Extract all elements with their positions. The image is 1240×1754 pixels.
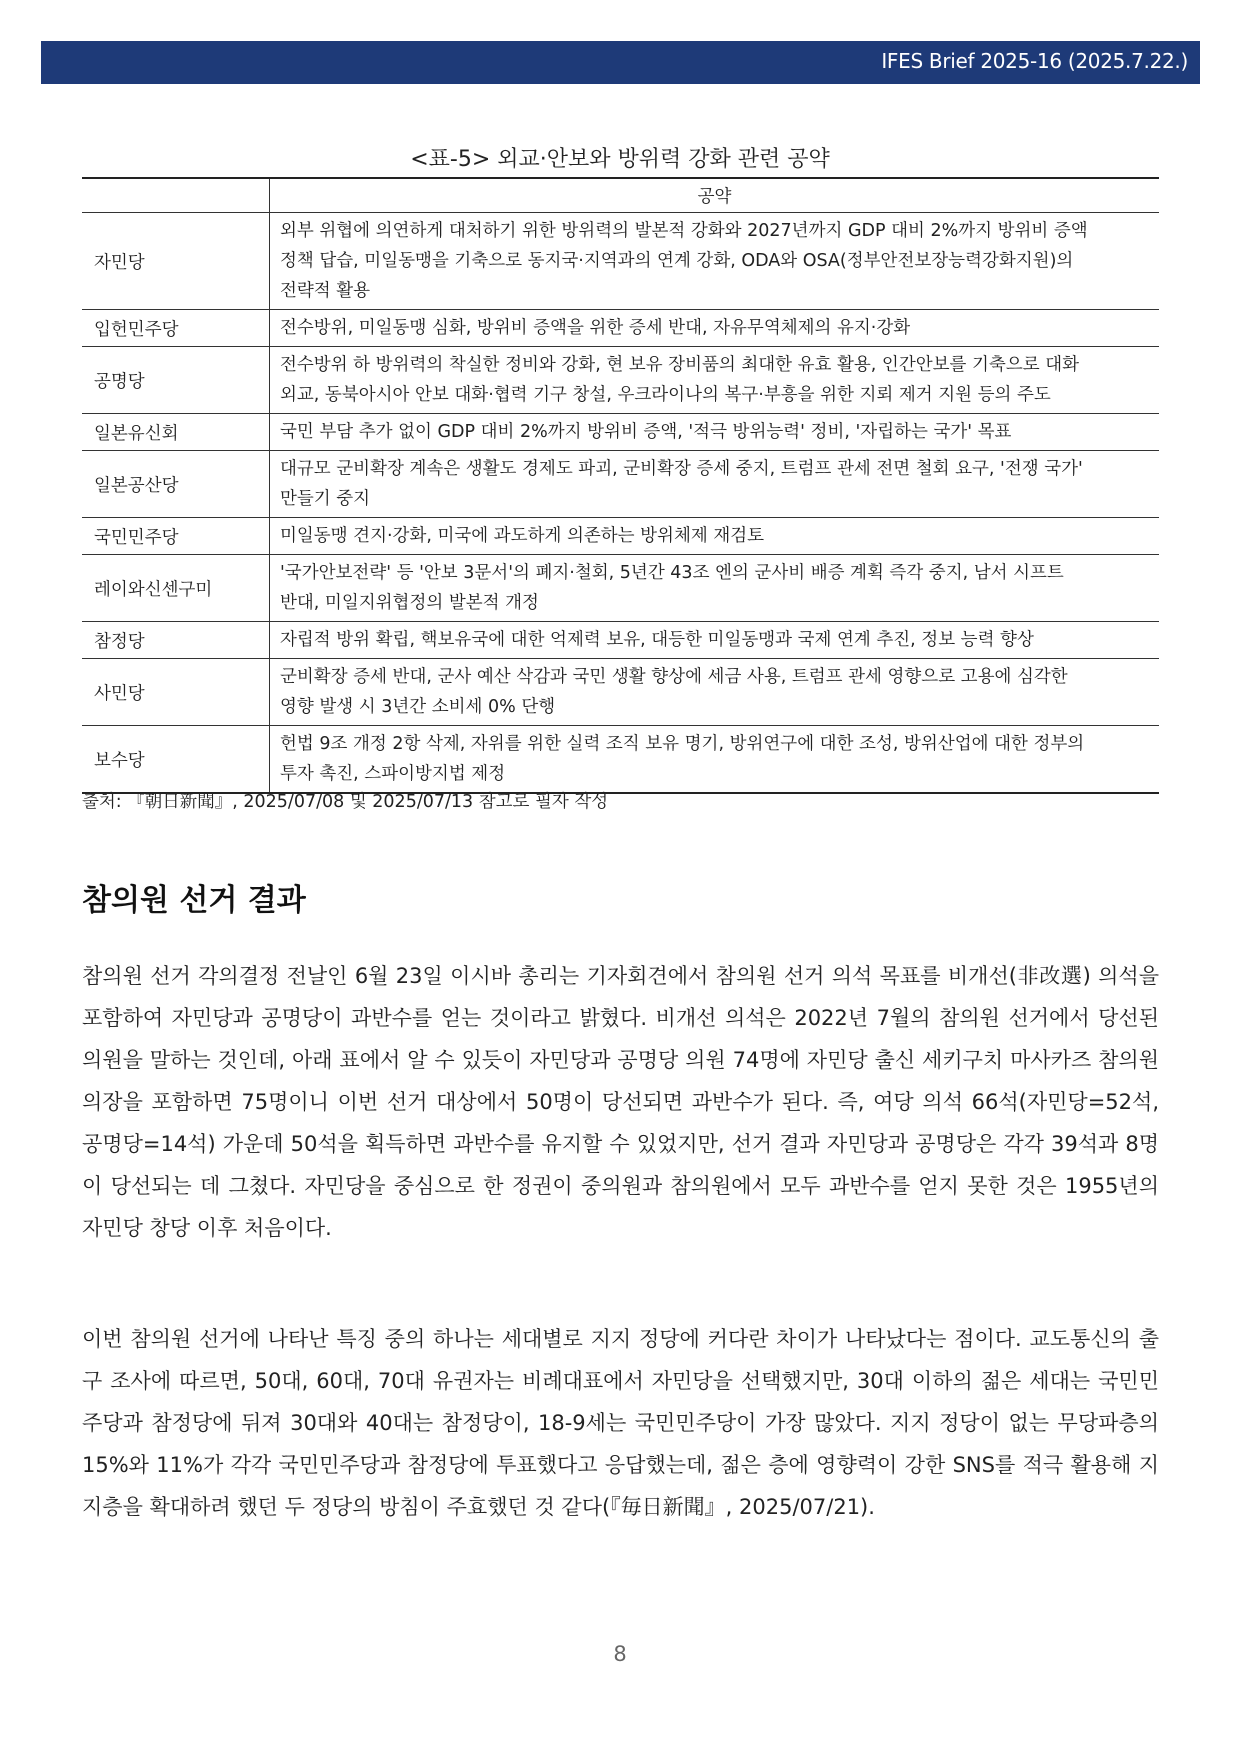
pledge-line: '국가안보전략' 등 '안보 3문서'의 폐지·철회, 5년간 43조 엔의 군사비 배증 계획 즉각 중지, 남서 시프트: [280, 563, 1064, 583]
table-row: [82, 518, 1159, 555]
table-header-party: [82, 178, 270, 213]
pledge-line: 헌법 9조 개정 2항 삭제, 자위를 위한 실력 조직 보유 명기, 방위연구에 대한 조성, 방위산업에 대한 정부의: [280, 734, 1085, 754]
table-header-row: [82, 178, 1159, 213]
pledge-line: 국민 부담 추가 없이 GDP 대비 2%까지 방위비 증액, '적극 방위능력' 정비, '자립하는 국가' 목표: [280, 422, 1012, 442]
header-bar: [41, 41, 1200, 84]
party-name: 자민당: [82, 213, 270, 310]
page-number: 8: [613, 1642, 627, 1666]
pledge-cell: [270, 347, 1160, 414]
table-row: [82, 451, 1159, 518]
party-name: 국민민주당: [82, 518, 270, 555]
pledge-cell: [270, 622, 1160, 659]
table-row: [82, 310, 1159, 347]
table-row: [82, 213, 1159, 310]
pledge-line: 정책 답습, 미일동맹을 기축으로 동지국·지역과의 연계 강화, ODA와 OSA(정부안전보장능력강화지원)의: [280, 251, 1074, 271]
table-row: [82, 622, 1159, 659]
pledge-line: 반대, 미일지위협정의 발본적 개정: [280, 593, 539, 613]
party-name: 참정당: [82, 622, 270, 659]
pledge-line: 만들기 중지: [280, 489, 371, 509]
pledge-line: 투자 촉진, 스파이방지법 제정: [280, 764, 506, 784]
table-row: [82, 414, 1159, 451]
party-name: 레이와신센구미: [82, 555, 270, 622]
pledge-cell: [270, 555, 1160, 622]
table-row: [82, 347, 1159, 414]
pledge-cell: [270, 659, 1160, 726]
pledge-line: 자립적 방위 확립, 핵보유국에 대한 억제력 보유, 대등한 미일동맹과 국제 연계 추진, 정보 능력 향상: [280, 630, 1034, 650]
pledge-line: 외교, 동북아시아 안보 대화·협력 기구 창설, 우크라이나의 복구·부흥을 위한 지뢰 제거 지원 등의 주도: [280, 385, 1051, 405]
pledge-cell: [270, 726, 1160, 794]
pledge-line: 전수방위, 미일동맹 심화, 방위비 증액을 위한 증세 반대, 자유무역체제의 유지·강화: [280, 318, 911, 338]
party-name: 일본공산당: [82, 451, 270, 518]
pledge-cell: [270, 310, 1160, 347]
table-title: <표-5> 외교·안보와 방위력 강화 관련 공약: [410, 147, 830, 172]
pledge-cell: [270, 518, 1160, 555]
pledge-line: 미일동맹 견지·강화, 미국에 과도하게 의존하는 방위체제 재검토: [280, 526, 765, 546]
policy-table: [82, 177, 1159, 794]
table-source-note: 출처: 『朝日新聞』, 2025/07/08 및 2025/07/13 참고로 필자 작성: [82, 792, 609, 812]
pledge-line: 전수방위 하 방위력의 착실한 정비와 강화, 현 보유 장비품의 최대한 유효 활용, 인간안보를 기축으로 대화: [280, 355, 1080, 375]
table-header-pledge: 공약: [270, 178, 1160, 213]
pledge-line: 군비확장 증세 반대, 군사 예산 삭감과 국민 생활 향상에 세금 사용, 트럼프 관세 영향으로 고용에 심각한: [280, 667, 1068, 687]
paragraph-1: 참의원 선거 각의결정 전날인 6월 23일 이시바 총리는 기자회견에서 참의원 선거 의석 목표를 비개선(非改選) 의석을 포함하여 자민당과 공명당이 과반수를 얻는 것이라고 밝혔다. 비개선 의석은 2022년 7월의 참의원 선거에서 당선된 의원을 말하는 것인데, 아래 표에서 알 수 있듯이 자민당과 공명당 의원 74명에 자민당 출신 세키구치 마사카즈 참의원 의장을 포함하면 75명이니 이번 선거 대상에서 50명이 당선되면 과반수가 된다. 즉, 여당 의석 66석(자민당=52석, 공명당=14석) 가운데 50석을 획득하면 과반수를 유지할 수 있었지만, 선거 결과 자민당과 공명당은 각각 39석과 8명이 당선되는 데 그쳤다. 자민당을 중심으로 한 정권이 중의원과 참의원에서 모두 과반수를 얻지 못한 것은 1955년의 자민당 창당 이후 처음이다.: [82, 964, 1159, 1240]
paragraph-2: 이번 참의원 선거에 나타난 특징 중의 하나는 세대별로 지지 정당에 커다란 차이가 나타났다는 점이다. 교도통신의 출구 조사에 따르면, 50대, 60대, 70대 유권자는 비례대표에서 자민당을 선택했지만, 30대 이하의 젊은 세대는 국민민주당과 참정당에 뒤져 30대와 40대는 참정당이, 18-9세는 국민민주당이 가장 많았다. 지지 정당이 없는 무당파층의 15%와 11%가 각각 국민민주당과 참정당에 투표했다고 응답했는데, 젊은 층에 영향력이 강한 SNS를 적극 활용해 지지층을 확대하려 했던 두 정당의 방침이 주효했던 것 같다(『毎日新聞』, 2025/07/21).: [82, 1327, 1159, 1519]
table-row: [82, 726, 1159, 794]
pledge-line: 대규모 군비확장 계속은 생활도 경제도 파괴, 군비확장 증세 중지, 트럼프 관세 전면 철회 요구, '전쟁 국가': [280, 459, 1083, 479]
party-name: 공명당: [82, 347, 270, 414]
pledge-line: 전략적 활용: [280, 281, 371, 301]
pledge-cell: [270, 451, 1160, 518]
party-name: 사민당: [82, 659, 270, 726]
pledge-cell: [270, 213, 1160, 310]
pledge-cell: [270, 414, 1160, 451]
pledge-line: 영향 발생 시 3년간 소비세 0% 단행: [280, 697, 556, 717]
party-name: 보수당: [82, 726, 270, 794]
pledge-line: 외부 위협에 의연하게 대처하기 위한 방위력의 발본적 강화와 2027년까지 GDP 대비 2%까지 방위비 증액: [280, 221, 1088, 241]
party-name: 일본유신회: [82, 414, 270, 451]
party-name: 입헌민주당: [82, 310, 270, 347]
table-row: [82, 555, 1159, 622]
table-row: [82, 659, 1159, 726]
section-title: 참의원 선거 결과: [82, 883, 306, 918]
header-title: IFES Brief 2025-16 (2025.7.22.): [881, 49, 1188, 73]
